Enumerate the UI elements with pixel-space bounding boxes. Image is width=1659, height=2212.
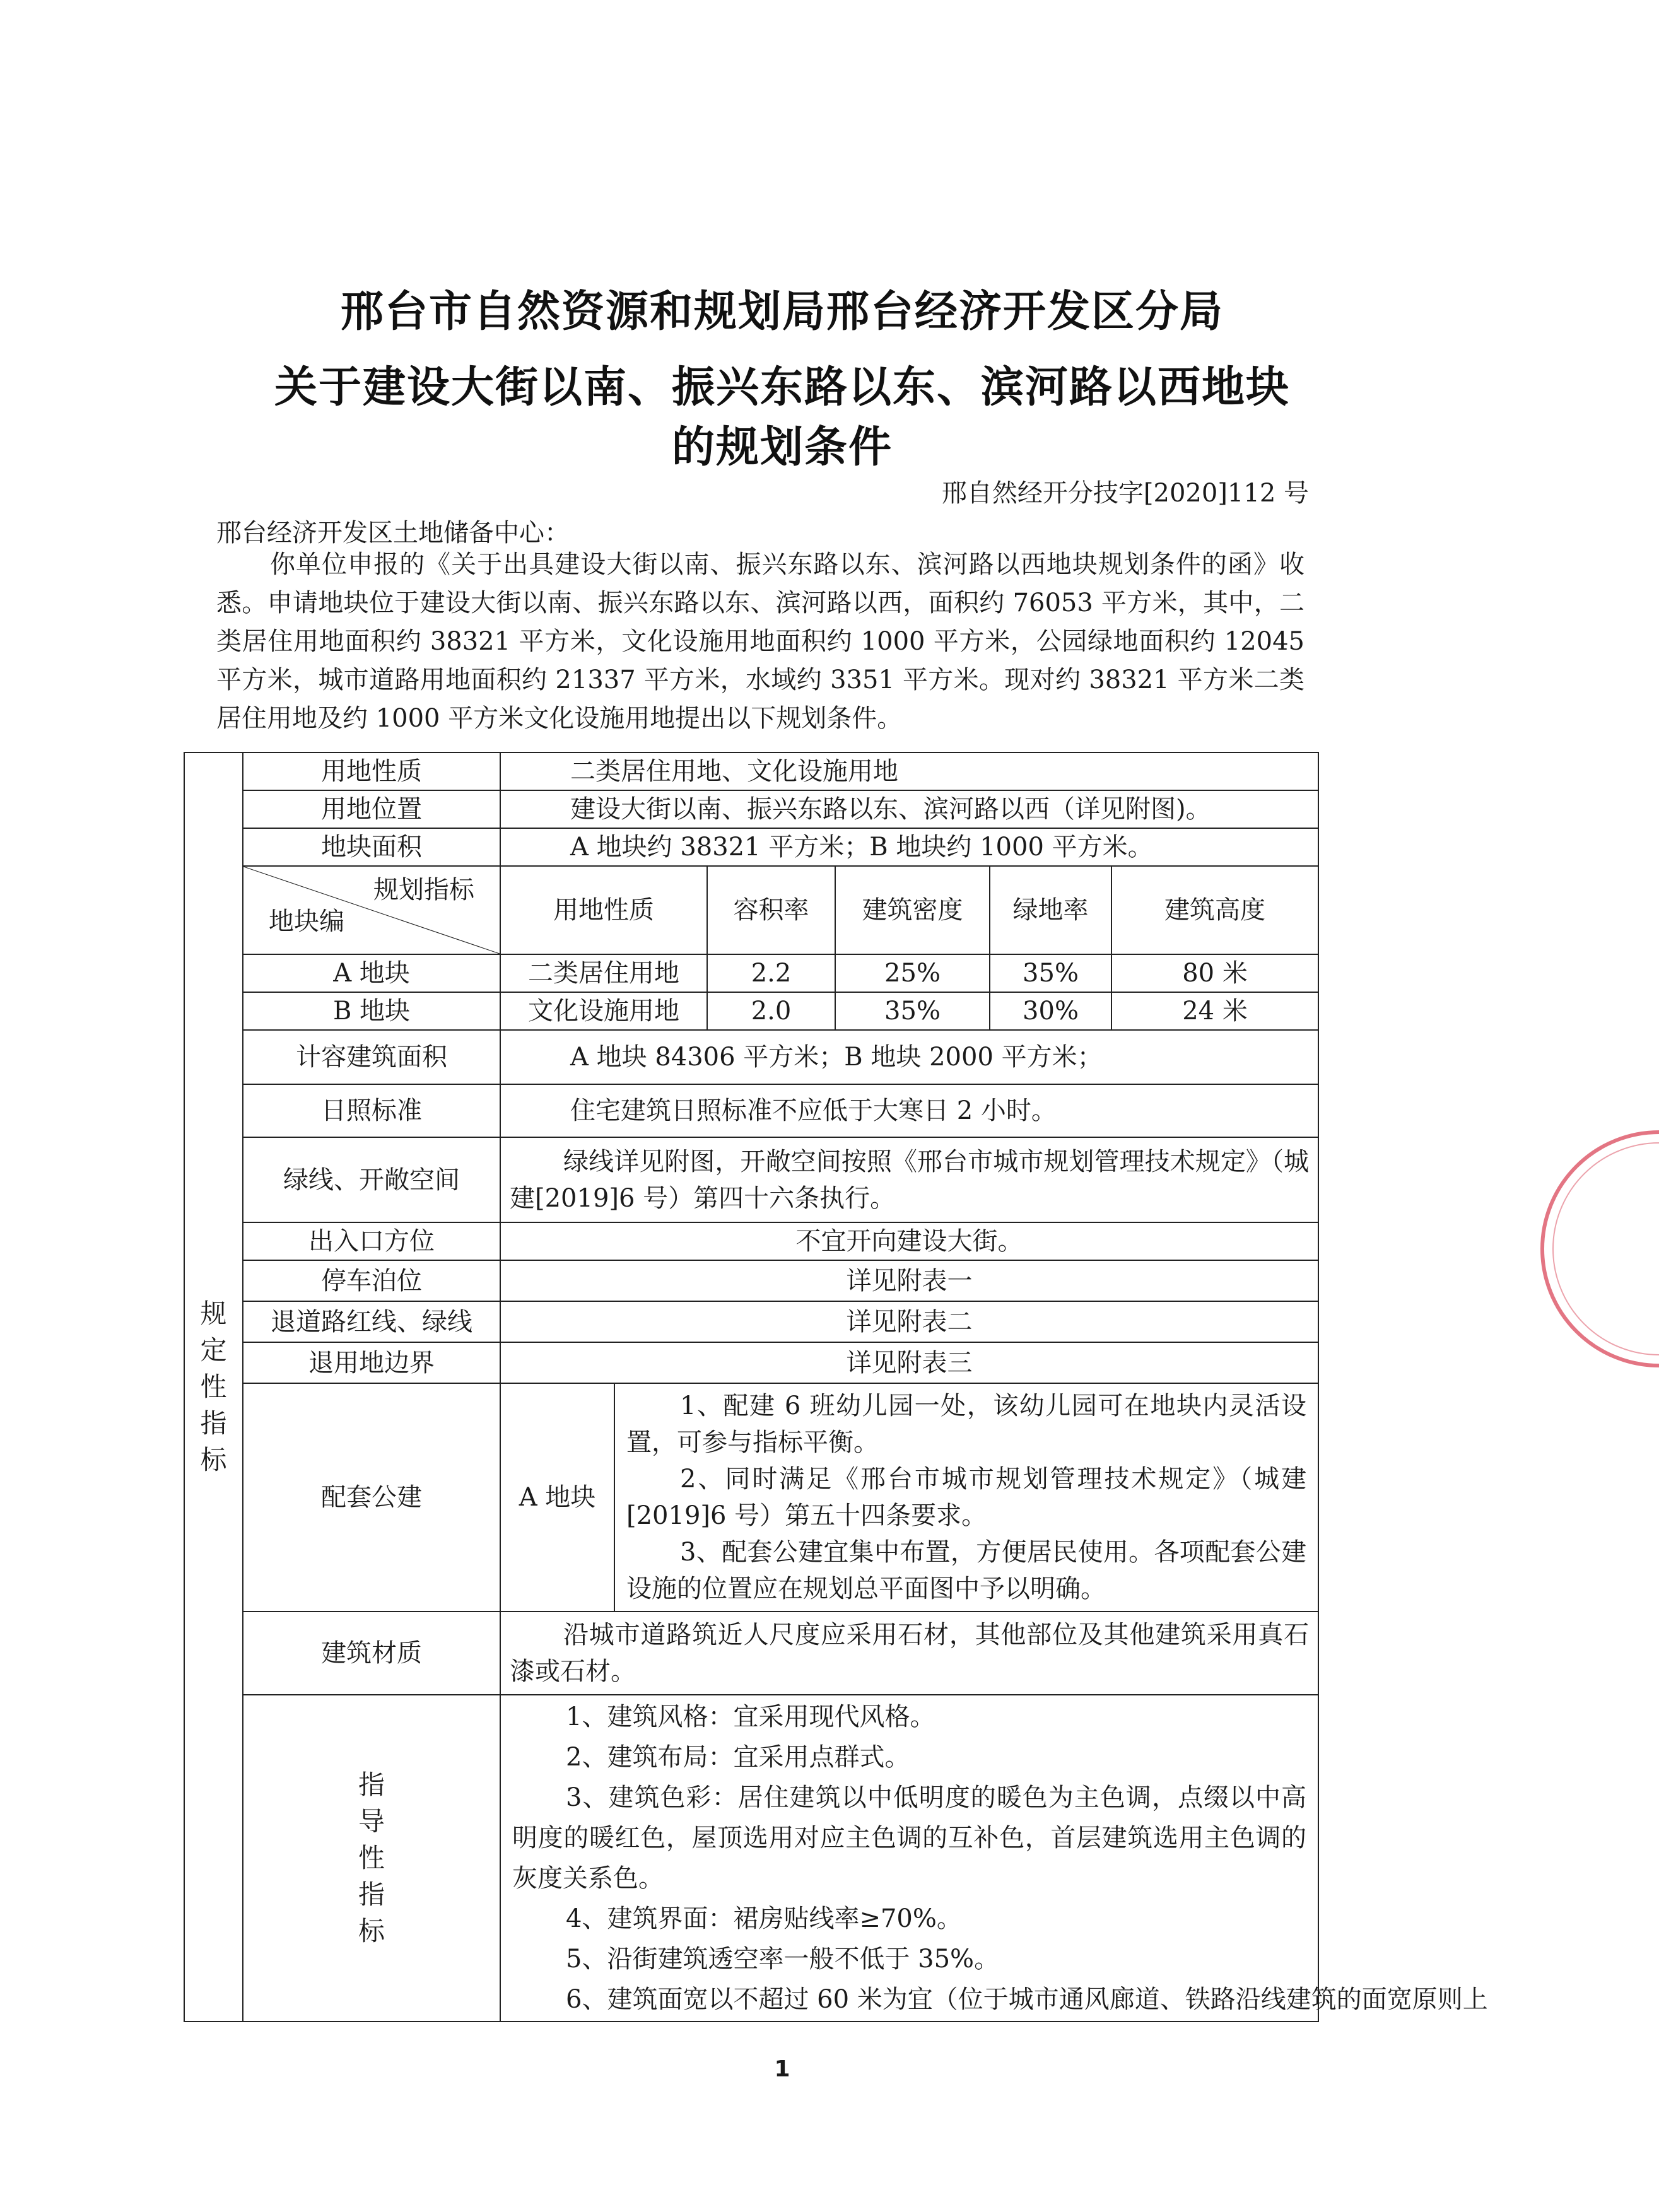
gfa-value: A 地块 84306 平方米；B 地块 2000 平方米； — [500, 1030, 1318, 1084]
guidance-indicators-label: 指 导 性 指 标 — [243, 1695, 500, 2022]
plot-green: 35% — [990, 954, 1111, 992]
plot-far: 2.0 — [707, 992, 835, 1030]
guidance-item: 6、建筑面宽以不超过 60 米为宜（位于城市通风廊道、铁路沿线建筑的面宽原则上 — [566, 1985, 1488, 2014]
mandatory-indicators-label: 规 定 性 指 标 — [184, 752, 243, 2022]
col-header-density: 建筑密度 — [835, 866, 990, 954]
greenline-value: 绿线详见附图，开敞空间按照《邢台市城市规划管理技术规定》（城建[2019]6 号）第四十六条执行。 — [500, 1137, 1318, 1222]
plot-density: 35% — [835, 992, 990, 1030]
col-header-green: 绿地率 — [990, 866, 1111, 954]
setback-road-value: 详见附表二 — [500, 1301, 1318, 1342]
location-value: 建设大街以南、振兴东路以东、滨河路以西（详见附图)。 — [500, 790, 1318, 828]
facilities-plot: A 地块 — [500, 1383, 614, 1612]
guidance-item: 2、建筑布局：宜采用点群式。 — [566, 1743, 910, 1772]
col-header-height: 建筑高度 — [1111, 866, 1318, 954]
plot-name: A 地块 — [243, 954, 500, 992]
entrance-value: 不宜开向建设大街。 — [500, 1222, 1318, 1260]
sunlight-value: 住宅建筑日照标准不应低于大寒日 2 小时。 — [500, 1084, 1318, 1137]
entrance-label: 出入口方位 — [243, 1222, 500, 1260]
guidance-item: 4、建筑界面：裙房贴线率≥70%。 — [566, 1904, 962, 1933]
parking-value: 详见附表一 — [500, 1260, 1318, 1301]
land-use-label: 用地性质 — [243, 752, 500, 790]
title-line-3: 的规划条件 — [671, 423, 893, 472]
guidance-item: 5、沿街建筑透空率一般不低于 35%。 — [566, 1945, 1000, 1974]
guidance-item: 3、建筑色彩：居住建筑以中低明度的暖色为主色调，点缀以中高明度的暖红色，屋顶选用对应主色调的互补色，首层建筑选用主色调的灰度关系色。 — [512, 1783, 1307, 1893]
area-value: A 地块约 38321 平方米；B 地块约 1000 平方米。 — [500, 828, 1318, 866]
facilities-label: 配套公建 — [243, 1383, 500, 1612]
plot-far: 2.2 — [707, 954, 835, 992]
setback-boundary-value: 详见附表三 — [500, 1342, 1318, 1383]
area-label: 地块面积 — [243, 828, 500, 866]
gfa-label: 计容建筑面积 — [243, 1030, 500, 1084]
setback-boundary-label: 退用地边界 — [243, 1342, 500, 1383]
plot-green: 30% — [990, 992, 1111, 1030]
plot-density: 25% — [835, 954, 990, 992]
guidance-item: 1、建筑风格：宜采用现代风格。 — [566, 1702, 935, 1731]
title-line-1: 邢台市自然资源和规划局邢台经济开发区分局 — [340, 287, 1224, 337]
guidance-items — [500, 1695, 1488, 2022]
material-value: 沿城市道路筑近人尺度应采用石材，其他部位及其他建筑采用真石漆或石材。 — [500, 1612, 1318, 1695]
setback-road-label: 退道路红线、绿线 — [243, 1301, 500, 1342]
plot-use: 文化设施用地 — [500, 992, 707, 1030]
diagonal-header-bottom: 地块编 — [269, 907, 344, 936]
col-header-far: 容积率 — [707, 866, 835, 954]
table-row — [184, 954, 1318, 992]
page-number: 1 — [774, 2056, 790, 2082]
parking-label: 停车泊位 — [243, 1260, 500, 1301]
facility-item: 2、同时满足《邢台市城市规划管理技术规定》（城建[2019]6 号）第五十四条要求。 — [626, 1465, 1307, 1530]
plot-name: B 地块 — [243, 992, 500, 1030]
planning-conditions-table — [184, 752, 1488, 2022]
plot-height: 80 米 — [1111, 954, 1318, 992]
plot-height: 24 米 — [1111, 992, 1318, 1030]
sunlight-label: 日照标准 — [243, 1084, 500, 1137]
diagonal-header-top: 规划指标 — [373, 875, 474, 904]
body-paragraph: 你单位申报的《关于出具建设大街以南、振兴东路以东、滨河路以西地块规划条件的函》收悉。申请地块位于建设大街以南、振兴东路以东、滨河路以西，面积约 76053 平方米，其中，二类居住用地面积约 38321 平方米，文化设施用地面积约 1000 平方米，公园绿地面积约 12045 平方米，城市道路用地面积约 21337 平方米，水域约 3351 平方米。现对约 38321 平方米二类居住用地及约 1000 平方米文化设施用地提出以下规划条件。 — [216, 550, 1304, 733]
facility-item: 3、配套公建宜集中布置，方便居民使用。各项配套公建设施的位置应在规划总平面图中予以明确。 — [626, 1538, 1307, 1603]
title-line-2: 关于建设大街以南、振兴东路以东、滨河路以西地块 — [274, 363, 1290, 413]
facility-item: 1、配建 6 班幼儿园一处，该幼儿园可在地块内灵活设置，可参与指标平衡。 — [626, 1391, 1307, 1457]
col-header-use: 用地性质 — [500, 866, 707, 954]
land-use-value: 二类居住用地、文化设施用地 — [500, 752, 1318, 790]
table-row — [184, 992, 1318, 1030]
official-seal-partial — [1470, 1116, 1659, 1381]
location-label: 用地位置 — [243, 790, 500, 828]
facilities-items — [614, 1383, 1318, 1612]
greenline-label: 绿线、开敞空间 — [243, 1137, 500, 1222]
addressee: 邢台经济开发区土地储备中心： — [216, 518, 570, 547]
indicator-diagonal-header — [243, 866, 500, 954]
material-label: 建筑材质 — [243, 1612, 500, 1695]
plot-use: 二类居住用地 — [500, 954, 707, 992]
document-number: 邢自然经开分技字[2020]112 号 — [941, 479, 1309, 508]
